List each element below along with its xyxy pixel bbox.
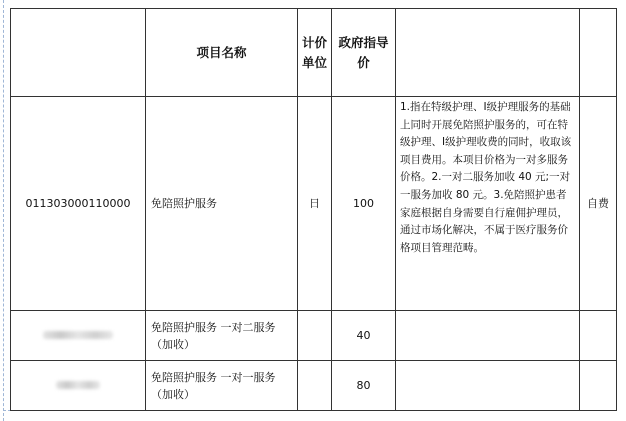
row-item-name: 免陪照护服务 [146,97,298,311]
row-code-redacted [11,311,146,361]
header-note [396,9,580,97]
redacted-code [43,331,113,339]
row-unit [298,311,332,361]
row-note: 1.指在特级护理、I级护理服务的基础上同时开展免陪照护服务的，可在特级护理、I级护理收费的同时，收取该项目费用。本项目价格为一对多服务价格。2.一对二服务加收 40 元;一对一服务加收 80 元。3.免陪照护患者家庭根据自身需要自行雇佣护理员，通过市场化解决，不属于医疗服务价格项目管理范畴。 [396,97,580,311]
row-note [396,361,580,411]
row-price: 80 [332,361,396,411]
row-code: 011303000110000 [11,97,146,311]
header-code [11,9,146,97]
row-item-name: 免陪照护服务 一对二服务（加收） [146,311,298,361]
table-row [11,311,617,361]
row-code-redacted [11,361,146,411]
row-unit: 日 [298,97,332,311]
row-payment-type [580,311,617,361]
header-extra [580,9,617,97]
page-margin-guide [3,0,4,421]
header-price: 政府指导价 [332,9,396,97]
redacted-code [56,381,100,389]
table-row [11,97,617,311]
row-payment-type [580,361,617,411]
row-payment-type: 自费 [580,97,617,311]
row-unit [298,361,332,411]
price-table [10,8,617,411]
row-note [396,311,580,361]
row-price: 40 [332,311,396,361]
header-unit: 计价单位 [298,9,332,97]
table-header-row [11,9,617,97]
header-item-name: 项目名称 [146,9,298,97]
row-item-name: 免陪照护服务 一对一服务（加收） [146,361,298,411]
table-row [11,361,617,411]
row-price: 100 [332,97,396,311]
